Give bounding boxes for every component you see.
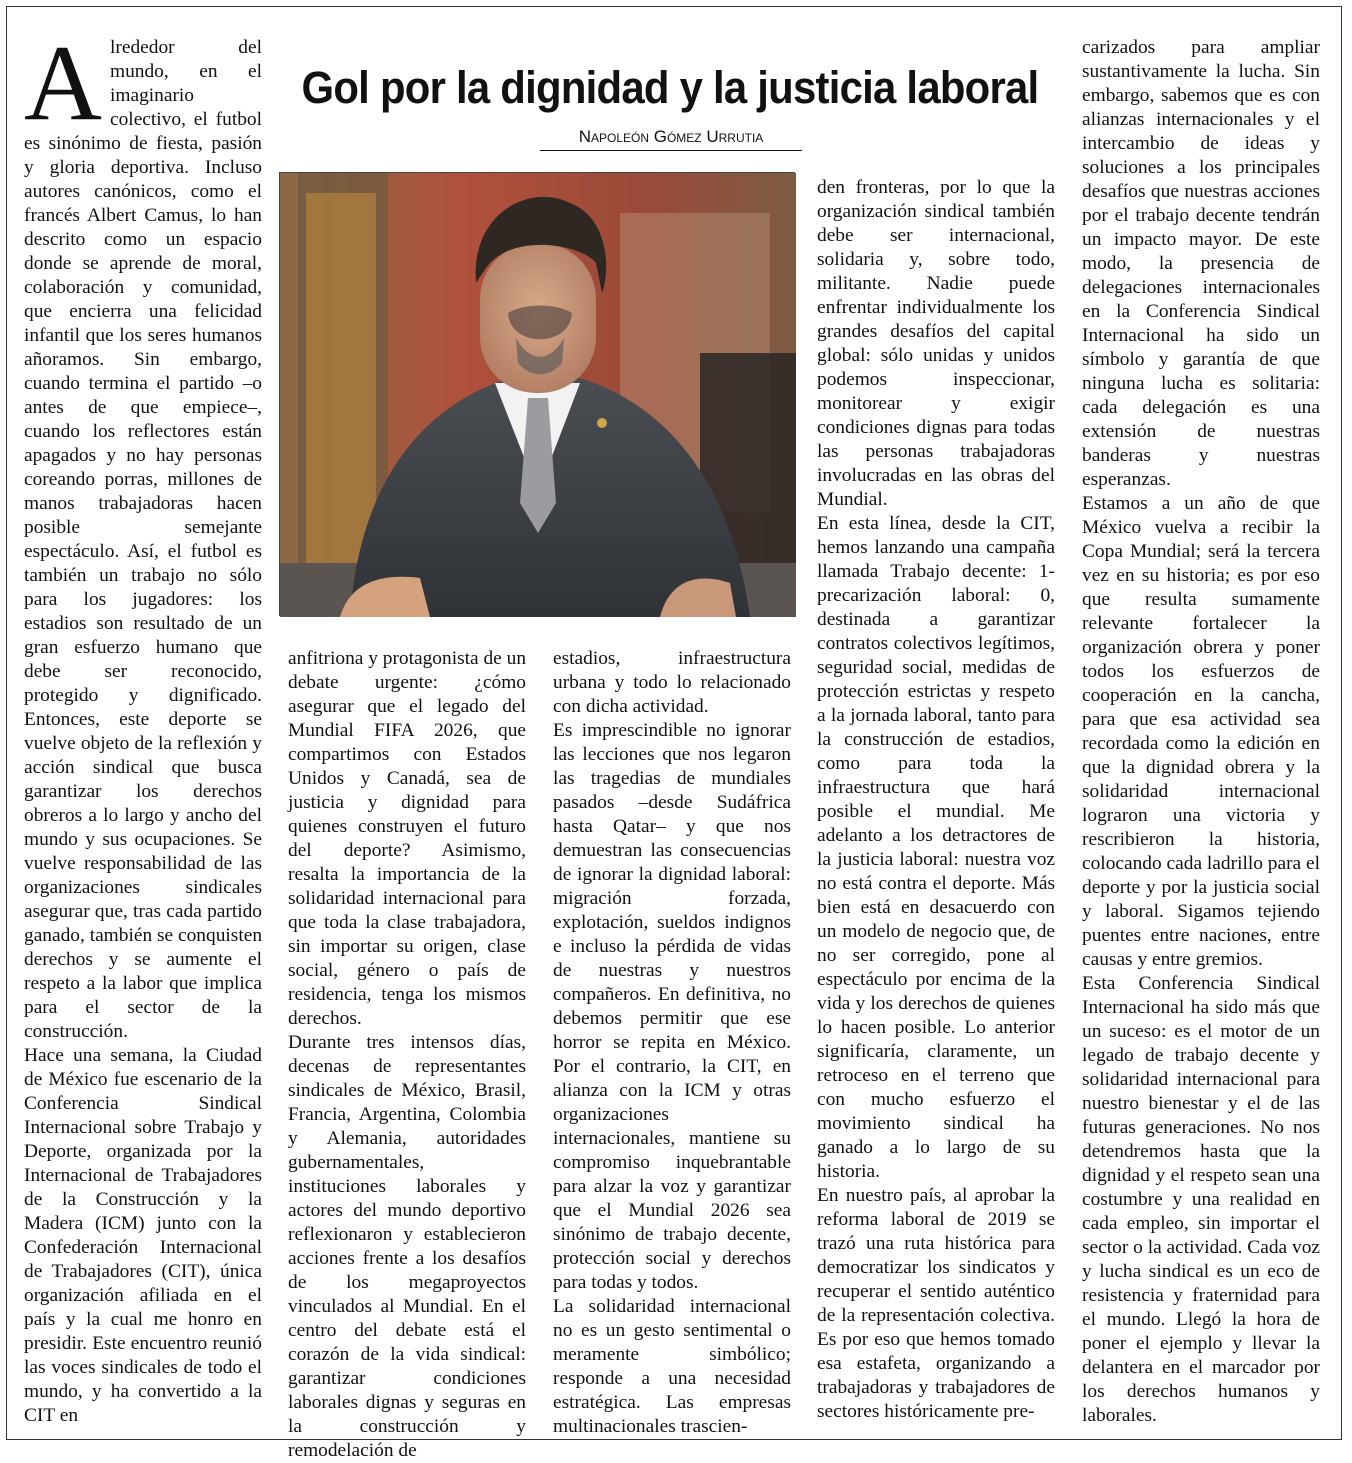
paragraph: Estamos a un año de que México vuelva a recibir la Copa Mundial; será la tercera vez en su historia; es por eso que resulta sumamente relevante fortalecer la organización obrera y poner todos los esfuerzos de cooperación en la cancha, para que esa actividad sea recordada como la edición en que la dignidad obrera y la solidaridad internacional lograron una victoria y rescribieron la historia, colocando cada ladrillo para el deporte y por la justicia social y laboral. Sigamos tejiendo puentes entre naciones, entre causas y entre gremios. [1082, 493, 1320, 970]
portrait-image [280, 173, 796, 617]
paragraph: Esta Conferencia Sindical Internacional ha sido más que un suceso: es el motor de un legado de trabajo decente y solidaridad internacional para nuestro bienestar y el de las futuras generaciones. No nos detendremos hasta que la dignidad y el respeto sean una costumbre y una realidad en cada empleo, sin importar el sector o la actividad. Cada voz y lucha sindical es un eco de resistencia y fraternidad para el mundo. Llegó la hora de poner el ejemplo y llevar la delantera en el marcador por los derechos humanos y laborales. [1082, 973, 1320, 1426]
drop-cap: A [24, 24, 102, 143]
paragraph: lrededor del mundo, en el imaginario colectivo, el futbol es sinónimo de fiesta, pasión y gloria deportiva. Incluso autores canónicos, como el francés Albert Camus, lo han descrito como un espacio donde se aprende de moral, colaboración y comunidad, que encierra una felicidad infantil que los seres humanos añoramos. Sin embargo, cuando termina el partido –o antes de que empiece–, cuando los reflectores están apagados y no hay personas coreando porras, millones de manos trabajadoras hacen posible semejante espectáculo. Así, el futbol es también un trabajo no sólo para los jugadores: los estadios son resultado de un gran esfuerzo humano que debe ser reconocido, protegido y dignificado. Entonces, este deporte se vuelve objeto de la reflexión y acción sindical que busca garantizar los derechos obreros a lo largo y ancho del mundo y sus ocupaciones. Se vuelve responsabilidad de las organizaciones sindicales asegurar que, tras cada partido ganado, también se conquisten derechos y se aumente el respeto a la labor que implica para el sector de la construcción. [24, 37, 263, 1042]
article-column-2 [288, 647, 527, 1461]
paragraph: Es imprescindible no ignorar las lecciones que nos legaron las tragedias de mundiales pasados –desde Sudáfrica hasta Qatar– y que nos demuestran las consecuencias de ignorar la dignidad laboral: migración forzada, explotación, sueldos indignos e incluso la pérdida de vidas de nuestras y nuestros compañeros. En definitiva, no debemos permitir que ese horror se repita en México. Por el contrario, la CIT, en alianza con la ICM y otras organizaciones internacionales, mantiene su compromiso inquebrantable para alzar la voz y garantizar que el Mundial 2026 sea sinónimo de trabajo decente, protección social y derechos para todas y todos. [553, 720, 791, 1293]
paragraph: En esta línea, desde la CIT, hemos lanzando una campaña llamada Trabajo decente: 1-precarización laboral: 0, destinada a garantizar contratos colectivos legítimos, seguridad social, medidas de protección estrictas y respeto a la jornada laboral, tanto para la construcción de estadios, como para toda la infraestructura que hará posible el mundial. Me adelanto a los detractores de la justicia laboral: nuestra voz no está contra el deporte. Más bien está en desacuerdo con un modelo de negocio que, de no ser corregido, pone al espectáculo por encima de la vida y los derechos de quienes lo hacen posible. Lo anterior significaría, claramente, un retroceso en el terreno que con mucho esfuerzo el movimiento sindical ha ganado a lo largo de su historia. [817, 513, 1055, 1182]
paragraph: estadios, infraestructura urbana y todo lo relacionado con dicha actividad. [553, 648, 791, 717]
paragraph: anfitriona y protagonista de un debate urgente: ¿cómo asegurar que el legado del Mundial FIFA 2026, que compartimos con Estados Unidos y Canadá, sea de justicia y dignidad para quienes construyen el futuro del deporte? Asimismo, resalta la importancia de la solidaridad internacional para que toda la clase trabajadora, sin importar su origen, clase social, género o país de residencia, tenga los mismos derechos. [288, 648, 527, 1029]
paragraph: Durante tres intensos días, decenas de representantes sindicales de México, Brasil, Francia, Argentina, Colombia y Alemania, autoridades gubernamentales, instituciones laborales y actores del mundo deportivo reflexionaron y establecieron acciones frente a los desafíos de los megaproyectos vinculados al Mundial. En el centro del debate está el corazón de la vida sindical: garantizar condiciones laborales dignas y seguras en la construcción y remodelación de [288, 1032, 526, 1461]
paragraph: carizados para ampliar sustantivamente la lucha. Sin embargo, sabemos que es con alianzas internacionales y el intercambio de ideas y soluciones a los principales desafíos que nuestras acciones por el trabajo decente tendrán un impacto mayor. De este modo, la presencia de delegaciones internacionales en la Conferencia Sindical Internacional ha sido un símbolo y garantía de que ninguna lucha es solitaria: cada delegación es una extensión de nuestras banderas y nuestras esperanzas. [1082, 37, 1320, 490]
paragraph: den fronteras, por lo que la organización sindical también debe ser internacional, solidaria y, sobre todo, militante. Nadie puede enfrentar individualmente los grandes desafíos del capital global: sólo unidas y unidos podemos inspeccionar, monitorear y exigir condiciones dignas para todas las personas trabajadoras involucradas en las obras del Mundial. [817, 177, 1055, 510]
article-column-1 [24, 24, 263, 1426]
article-column-3 [553, 647, 791, 1437]
article-column-5 [1082, 36, 1320, 1426]
article-column-4 [817, 176, 1055, 1426]
paragraph: Hace una semana, la Ciudad de México fue escenario de la Conferencia Sindical Internacional sobre Trabajo y Deporte, organizada por la Internacional de Trabajadores de la Construcción y la Madera (ICM) junto con la Confederación Internacional de Trabajadores (CIT), única organización afiliada en el país y la cual me honro en presidir. Este encuentro reunió las voces sindicales de todo el mundo, y ha convertido a la CIT en [24, 1045, 262, 1426]
headline: Gol por la dignidad y la justicia laboral [301, 62, 1039, 114]
paragraph: En nuestro país, al aprobar la reforma laboral de 2019 se trazó una ruta histórica para democratizar los sindicatos y recuperar el sentido auténtico de la representación colectiva. Es por eso que hemos tomado esa estafeta, organizando a trabajadoras y trabajadores de sectores históricamente pre- [817, 1185, 1055, 1422]
byline: Napoleón Gómez Urrutia [540, 124, 802, 151]
paragraph: La solidaridad internacional no es un gesto sentimental o meramente simbólico; responde a una necesidad estratégica. Las empresas multinacionales trascien- [553, 1296, 791, 1437]
author-photo [279, 172, 795, 616]
